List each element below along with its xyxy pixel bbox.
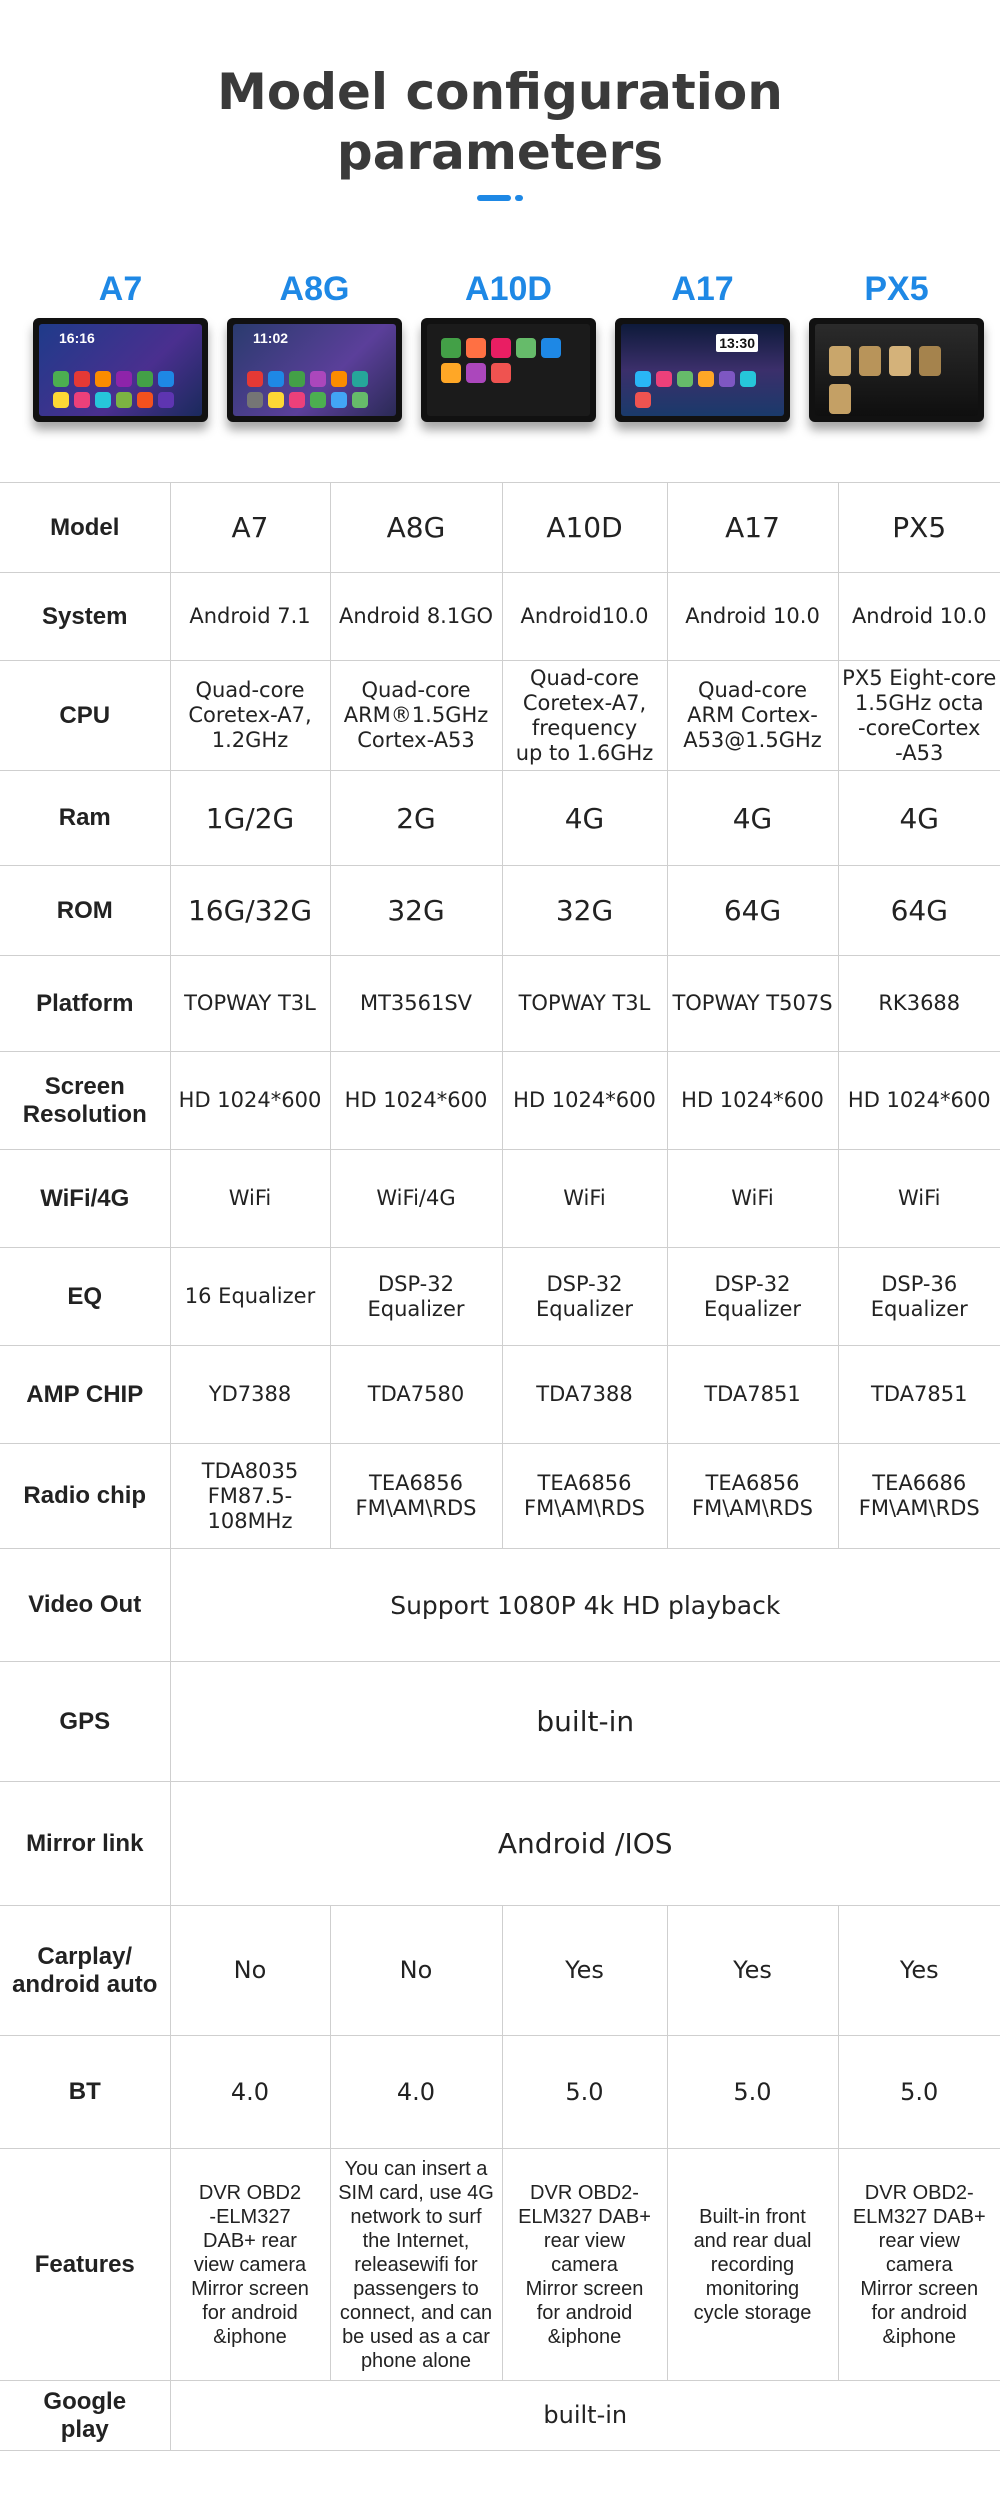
cell: 64G <box>838 866 1000 956</box>
cell: HD 1024*600 <box>667 1052 838 1150</box>
model-name: PX5 <box>864 270 929 308</box>
cell: 16G/32G <box>170 866 330 956</box>
cell: Yes <box>838 1906 1000 2036</box>
cell: Android10.0 <box>502 573 667 661</box>
cell: DSP-36 Equalizer <box>838 1248 1000 1346</box>
cell: TEA6856 FM\AM\RDS <box>502 1444 667 1549</box>
cell: No <box>330 1906 502 2036</box>
cell: 4G <box>667 771 838 866</box>
cell: DVR OBD2- ELM327 DAB+ rear view camera Mirror screen for android &iphone <box>502 2149 667 2381</box>
page-title <box>0 62 1000 182</box>
cell: Built-in front and rear dual recording monitoring cycle storage <box>667 2149 838 2381</box>
row-label: GPS <box>0 1662 170 1782</box>
cell: 5.0 <box>667 2036 838 2149</box>
cell: HD 1024*600 <box>170 1052 330 1150</box>
cell: 4G <box>502 771 667 866</box>
table-row-cpu <box>0 661 1000 771</box>
row-label: Screen Resolution <box>0 1052 170 1150</box>
title-line-2: parameters <box>336 123 664 181</box>
cell: 1G/2G <box>170 771 330 866</box>
cell: 4.0 <box>330 2036 502 2149</box>
row-label: Ram <box>0 771 170 866</box>
row-label: Video Out <box>0 1549 170 1662</box>
cell: 2G <box>330 771 502 866</box>
cell: Android /IOS <box>170 1782 1000 1906</box>
model-name: A7 <box>98 270 143 308</box>
head-unit-image <box>615 318 790 422</box>
row-label: Model <box>0 483 170 573</box>
cell: A8G <box>330 483 502 573</box>
row-label: Platform <box>0 956 170 1052</box>
cell: A7 <box>170 483 330 573</box>
cell: 5.0 <box>838 2036 1000 2149</box>
row-label: Mirror link <box>0 1782 170 1906</box>
table-row-system <box>0 573 1000 661</box>
cell: DVR OBD2 -ELM327 DAB+ rear view camera Mirror screen for android &iphone <box>170 2149 330 2381</box>
screen-clock: 11:02 <box>253 330 289 346</box>
cell: TDA8035 FM87.5- 108MHz <box>170 1444 330 1549</box>
cell: WiFi <box>170 1150 330 1248</box>
model-card-px5 <box>804 270 989 430</box>
table-row-ram <box>0 771 1000 866</box>
table-row-mirror-link <box>0 1782 1000 1906</box>
cell: PX5 Eight-core 1.5GHz octa -coreCortex -A53 <box>838 661 1000 771</box>
title-underline <box>477 195 525 201</box>
row-label: Google play <box>0 2381 170 2451</box>
cell: Yes <box>667 1906 838 2036</box>
row-label: EQ <box>0 1248 170 1346</box>
cell: 4.0 <box>170 2036 330 2149</box>
cell: A17 <box>667 483 838 573</box>
row-label: Carplay/ android auto <box>0 1906 170 2036</box>
table-row-eq <box>0 1248 1000 1346</box>
head-unit-image <box>227 318 402 422</box>
parameters-table <box>0 482 1000 2451</box>
cell: Yes <box>502 1906 667 2036</box>
row-label: System <box>0 573 170 661</box>
cell: No <box>170 1906 330 2036</box>
cell: 32G <box>330 866 502 956</box>
cell: TOPWAY T3L <box>170 956 330 1052</box>
cell: Quad-core Coretex-A7, frequency up to 1.6GHz <box>502 661 667 771</box>
head-unit-image <box>809 318 984 422</box>
row-label: Features <box>0 2149 170 2381</box>
cell: 64G <box>667 866 838 956</box>
cell: TDA7851 <box>667 1346 838 1444</box>
model-card-a10d <box>416 270 601 430</box>
cell: HD 1024*600 <box>502 1052 667 1150</box>
model-card-a7 <box>28 270 213 430</box>
cell: 4G <box>838 771 1000 866</box>
cell: HD 1024*600 <box>330 1052 502 1150</box>
cell: WiFi/4G <box>330 1150 502 1248</box>
cell: Support 1080P 4k HD playback <box>170 1549 1000 1662</box>
cell: PX5 <box>838 483 1000 573</box>
table-row-google-play <box>0 2381 1000 2451</box>
cell: WiFi <box>838 1150 1000 1248</box>
cell: WiFi <box>502 1150 667 1248</box>
cell: 16 Equalizer <box>170 1248 330 1346</box>
row-label: Radio chip <box>0 1444 170 1549</box>
cell: TEA6686 FM\AM\RDS <box>838 1444 1000 1549</box>
table-row-gps <box>0 1662 1000 1782</box>
cell: Quad-core ARM Cortex- A53@1.5GHz <box>667 661 838 771</box>
model-card-a8g <box>222 270 407 430</box>
table-row-radio-chip <box>0 1444 1000 1549</box>
table-row-carplay <box>0 1906 1000 2036</box>
cell: DSP-32 Equalizer <box>667 1248 838 1346</box>
cell: TOPWAY T3L <box>502 956 667 1052</box>
cell: built-in <box>170 2381 1000 2451</box>
table-row-features <box>0 2149 1000 2381</box>
cell: 5.0 <box>502 2036 667 2149</box>
table-row-amp-chip <box>0 1346 1000 1444</box>
title-line-1: Model configuration <box>217 63 783 121</box>
cell: TDA7851 <box>838 1346 1000 1444</box>
cell: TOPWAY T507S <box>667 956 838 1052</box>
screen-clock: 13:30 <box>716 334 758 352</box>
row-label: ROM <box>0 866 170 956</box>
table-row-platform <box>0 956 1000 1052</box>
cell: 32G <box>502 866 667 956</box>
cell: RK3688 <box>838 956 1000 1052</box>
row-label: CPU <box>0 661 170 771</box>
row-label: AMP CHIP <box>0 1346 170 1444</box>
cell: A10D <box>502 483 667 573</box>
model-name: A17 <box>671 270 734 308</box>
table-row-rom <box>0 866 1000 956</box>
head-unit-image <box>33 318 208 422</box>
cell: Quad-core ARM®1.5GHz Cortex-A53 <box>330 661 502 771</box>
cell: DVR OBD2- ELM327 DAB+ rear view camera Mirror screen for android &iphone <box>838 2149 1000 2381</box>
cell: built-in <box>170 1662 1000 1782</box>
model-card-a17 <box>610 270 795 430</box>
model-name: A10D <box>465 270 552 308</box>
cell: MT3561SV <box>330 956 502 1052</box>
cell: Android 8.1GO <box>330 573 502 661</box>
cell: Android 7.1 <box>170 573 330 661</box>
cell: Android 10.0 <box>667 573 838 661</box>
cell: You can insert a SIM card, use 4G network to surf the Internet, releasewifi for passengers to connect, and can be used as a car phone alone <box>330 2149 502 2381</box>
head-unit-image <box>421 318 596 422</box>
cell: TEA6856 FM\AM\RDS <box>330 1444 502 1549</box>
table-row-bt <box>0 2036 1000 2149</box>
cell: TDA7388 <box>502 1346 667 1444</box>
row-label: BT <box>0 2036 170 2149</box>
cell: TEA6856 FM\AM\RDS <box>667 1444 838 1549</box>
table-row-resolution <box>0 1052 1000 1150</box>
table-row-video-out <box>0 1549 1000 1662</box>
cell: Quad-core Coretex-A7, 1.2GHz <box>170 661 330 771</box>
model-name: A8G <box>279 270 350 308</box>
cell: YD7388 <box>170 1346 330 1444</box>
screen-clock: 16:16 <box>59 330 95 346</box>
cell: WiFi <box>667 1150 838 1248</box>
table-row-wifi <box>0 1150 1000 1248</box>
table-row-model <box>0 483 1000 573</box>
cell: HD 1024*600 <box>838 1052 1000 1150</box>
cell: DSP-32 Equalizer <box>502 1248 667 1346</box>
cell: DSP-32 Equalizer <box>330 1248 502 1346</box>
row-label: WiFi/4G <box>0 1150 170 1248</box>
cell: TDA7580 <box>330 1346 502 1444</box>
cell: Android 10.0 <box>838 573 1000 661</box>
